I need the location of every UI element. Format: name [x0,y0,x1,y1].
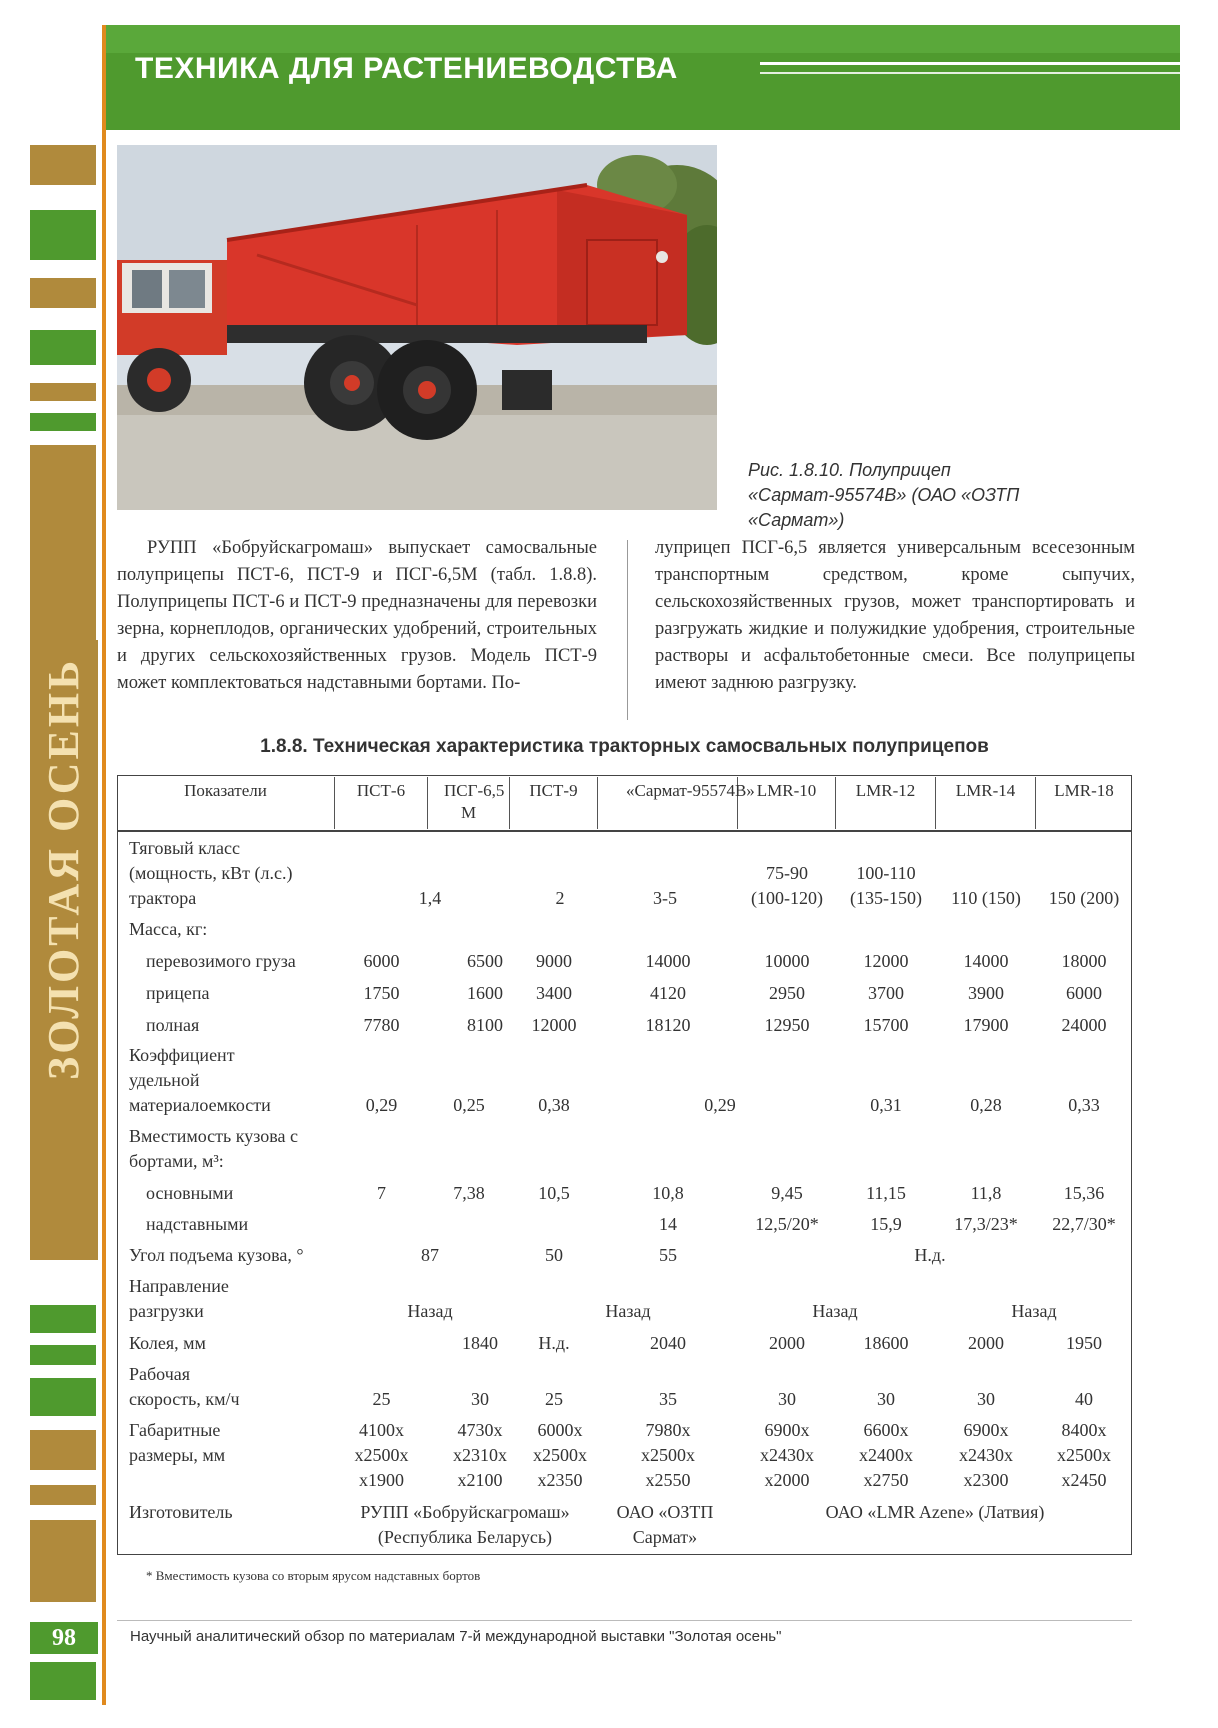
side-block [30,1345,96,1365]
table-cell: (135-150) [850,888,922,908]
table-cell: 2040 [650,1333,686,1353]
side-block [30,210,96,260]
table-cell: х2400х [859,1445,913,1465]
side-block [30,1378,96,1416]
footer-text: Научный аналитический обзор по материалам 7-й международной выставки "Золотая осень" [130,1628,782,1645]
side-block [30,383,96,401]
row-label: материалоемкости [129,1095,271,1115]
table-cell: 1600 [467,983,503,1003]
table-cell: 3900 [968,983,1004,1003]
column-divider [627,540,628,720]
table-cell: 11,8 [970,1183,1002,1203]
side-block [30,1430,96,1470]
table-cell: Н.д. [914,1245,946,1265]
table-cell: х2430х [959,1445,1013,1465]
side-block [30,1305,96,1333]
side-block [30,1520,96,1602]
table-cell: 0,29 [365,1095,398,1115]
table-cell: 10,5 [538,1183,570,1203]
table-cell: Назад [812,1301,858,1321]
table-cell: 0,28 [970,1095,1002,1115]
table-footnote: * Вместимость кузова со вторым ярусом надставных бортов [146,1568,481,1583]
table-cell: 1840 [462,1333,498,1353]
table-cell: х2500х [533,1445,587,1465]
side-block [30,1485,96,1505]
table-header-cell: ПСТ-6 [335,777,428,829]
table-cell: 4730х [457,1420,503,1440]
table-cell: 6500 [467,951,503,971]
table-cell: 4120 [650,983,686,1003]
side-block [30,413,96,431]
table-cell: 17,3/23* [954,1214,1018,1234]
table-cell: ОАО «ОЗТП [616,1502,714,1522]
table-cell: 11,15 [866,1183,906,1203]
table-cell: 100-110 [856,863,916,883]
row-label: основными [146,1183,234,1203]
table-cell: 8100 [467,1015,503,1035]
table-cell: 15,36 [1063,1183,1105,1203]
table-cell: 0,38 [538,1095,570,1115]
table-cell: 14000 [645,951,691,971]
table-title: 1.8.8. Техническая характеристика тракторных самосвальных полуприцепов [260,736,989,757]
row-label: Габаритные [129,1420,221,1440]
table-cell: 0,29 [704,1095,736,1115]
row-label: надставными [146,1214,249,1234]
sidebar-title: ЗОЛОТАЯ ОСЕНЬ [39,657,88,1080]
footer-rule [117,1620,1132,1621]
table-cell: 3-5 [653,888,677,908]
row-label: Масса, кг: [129,919,208,939]
body-column-1: РУПП «Бобруйскагромаш» выпускает самосвальные полуприцепы ПСТ-6, ПСТ-9 и ПСГ-6,5М (табл. 1.8.8). Полуприцепы ПСТ-6 и ПСТ-9 предназначены для перевозки зерна, корнеплодов, органических удобрений, строительных и других сельскохозяйственных грузов. Модель ПСТ-9 может комплектоваться надставными бортами. По- [117,538,597,693]
row-label: Коэффициент [129,1045,235,1065]
table-cell: 7,38 [453,1183,485,1203]
table-cell: 30 [778,1389,796,1409]
table-cell: 1950 [1066,1333,1102,1353]
table-cell: 30 [877,1389,895,1409]
table-cell: 30 [471,1389,489,1409]
table-cell: (Республика Беларусь) [377,1527,553,1547]
table-cell: Назад [605,1301,651,1321]
table-cell: 6900х [963,1420,1009,1440]
table-cell: 6000 [1066,983,1102,1003]
table-cell: 17900 [963,1015,1009,1035]
table-cell: 18120 [645,1015,691,1035]
table-cell: 7780 [363,1015,400,1035]
table-cell: 55 [659,1245,677,1265]
table-cell: 110 (150) [951,888,1021,908]
side-block [30,330,96,365]
table-cell: 7 [377,1183,386,1203]
table-cell: 12,5/20* [755,1214,819,1234]
table-header-cell: LMR-10 [738,777,836,829]
table-cell: 1,4 [418,888,442,908]
header-rule [760,62,1180,65]
row-label: скорость, км/ч [129,1389,240,1409]
table-header-cell: LMR-12 [836,777,936,829]
table-cell: 4100х [359,1420,404,1440]
table-cell: 2000 [968,1333,1004,1353]
table-cell: 87 [421,1245,439,1265]
table-cell: 0,25 [453,1095,485,1115]
header-rule [760,72,1180,74]
row-label: Колея, мм [129,1333,206,1353]
table-cell: Сармат» [632,1527,698,1547]
side-block [30,445,96,640]
table-header-cell: LMR-18 [1054,781,1114,800]
row-label: разгрузки [129,1301,204,1321]
table-cell: 15700 [863,1015,909,1035]
table-cell: 6000 [363,951,400,971]
table-cell: х2000 [764,1470,810,1490]
table-cell: 12000 [863,951,909,971]
table-cell: Назад [1011,1301,1057,1321]
table-header-cell: «Сармат-95574В» [598,777,738,829]
row-label: (мощность, кВт (л.с.) [129,863,293,883]
table-cell: 7980х [645,1420,691,1440]
table-cell: х2550 [645,1470,691,1490]
row-label: Изготовитель [129,1502,233,1522]
table-cell: х2500х [1057,1445,1111,1465]
table-cell: 2000 [769,1333,805,1353]
table-cell: 3400 [536,983,572,1003]
semitrailer-photo [117,145,717,510]
row-label: размеры, мм [129,1445,226,1465]
row-label: полная [146,1015,200,1035]
row-label: трактора [129,888,197,908]
table-cell: 25 [545,1389,563,1409]
table-cell: 9,45 [771,1183,803,1203]
table-cell: 10000 [764,951,810,971]
table-cell: 3700 [868,983,904,1003]
table-cell: 40 [1075,1389,1093,1409]
table-cell: 18000 [1061,951,1107,971]
table-cell: 24000 [1061,1015,1107,1035]
table-header-cell: Показатели [117,777,335,829]
orange-vertical-rule [102,25,106,1705]
table-cell: 30 [977,1389,995,1409]
table-cell: 18600 [863,1333,909,1353]
table-cell: 14 [659,1214,677,1234]
table-cell: Н.д. [538,1333,570,1353]
table-cell: 2 [555,888,565,908]
table-cell: 6900х [764,1420,810,1440]
table-cell: Назад [407,1301,453,1321]
table-cell: х2750 [863,1470,909,1490]
table-cell: 75-90 [766,863,808,883]
table-header-cell: ПСТ-9 [510,777,598,829]
table-cell: 6600х [863,1420,909,1440]
figure-caption: Рис. 1.8.10. Полуприцеп «Сармат-95574В» (ОАО «ОЗТП «Сармат») [748,460,1020,530]
table-header-cell: ПСГ-6,5 М [428,777,510,829]
table-cell: 14000 [963,951,1009,971]
row-label: прицепа [146,983,210,1003]
side-block [30,278,96,308]
table-cell: (100-120) [751,888,823,908]
table-cell: 15,9 [870,1214,902,1234]
table-cell: 25 [372,1389,391,1409]
table-cell: 10,8 [652,1183,684,1203]
header-band-top [105,25,1180,53]
table-cell: х2430х [760,1445,814,1465]
table-cell: х2100 [457,1470,503,1490]
row-label: Угол подъема кузова, ° [129,1245,304,1265]
page-number: 98 [52,1625,76,1651]
table-cell: х2350 [537,1470,583,1490]
table-cell: х2300 [963,1470,1009,1490]
table-cell: 1750 [363,983,400,1003]
table-cell: х2500х [354,1445,409,1465]
row-label: бортами, м³: [129,1151,224,1171]
row-label: удельной [129,1070,200,1090]
table-cell: 12000 [531,1015,577,1035]
table-cell: х2500х [641,1445,695,1465]
row-label: Рабочая [129,1364,191,1384]
table-cell: х2450 [1061,1470,1107,1490]
table-cell: 8400х [1061,1420,1107,1440]
table-cell: 35 [659,1389,677,1409]
side-block [30,1662,96,1700]
table-cell: 12950 [764,1015,810,1035]
row-label: перевозимого груза [146,951,296,971]
table-cell: 22,7/30* [1052,1214,1116,1234]
table-header-cell: LMR-14 [936,777,1036,829]
side-block [30,145,96,185]
row-label: Направление [129,1276,229,1296]
table-cell: 9000 [536,951,572,971]
table-cell: РУПП «Бобруйскагромаш» [360,1502,570,1522]
section-title: ТЕХНИКА ДЛЯ РАСТЕНИЕВОДСТВА [135,52,678,85]
table-cell: 50 [545,1245,563,1265]
table-cell: ОАО «LMR Azene» (Латвия) [825,1502,1045,1522]
body-column-2: луприцеп ПСГ-6,5 является универсальным всесезонным транспортным средством, кроме сыпучих, сельскохозяйственных грузов, может транспортировать и разгружать жидкие и полужидкие удобрения, строительные растворы и асфальтобетонные смеси. Все полуприцепы имеют заднюю разгрузку. [655,538,1135,693]
table-cell: х2310х [453,1445,507,1465]
table-cell: 150 (200) [1048,888,1120,908]
row-label: Тяговый класс [129,838,240,858]
table-cell: 2950 [769,983,805,1003]
table-cell: 6000х [537,1420,583,1440]
table-cell: х1900 [359,1470,404,1490]
table-cell: 0,31 [870,1095,902,1115]
table-cell: 0,33 [1068,1095,1100,1115]
table-header-rule [117,830,1132,832]
row-label: Вместимость кузова с [129,1126,298,1146]
